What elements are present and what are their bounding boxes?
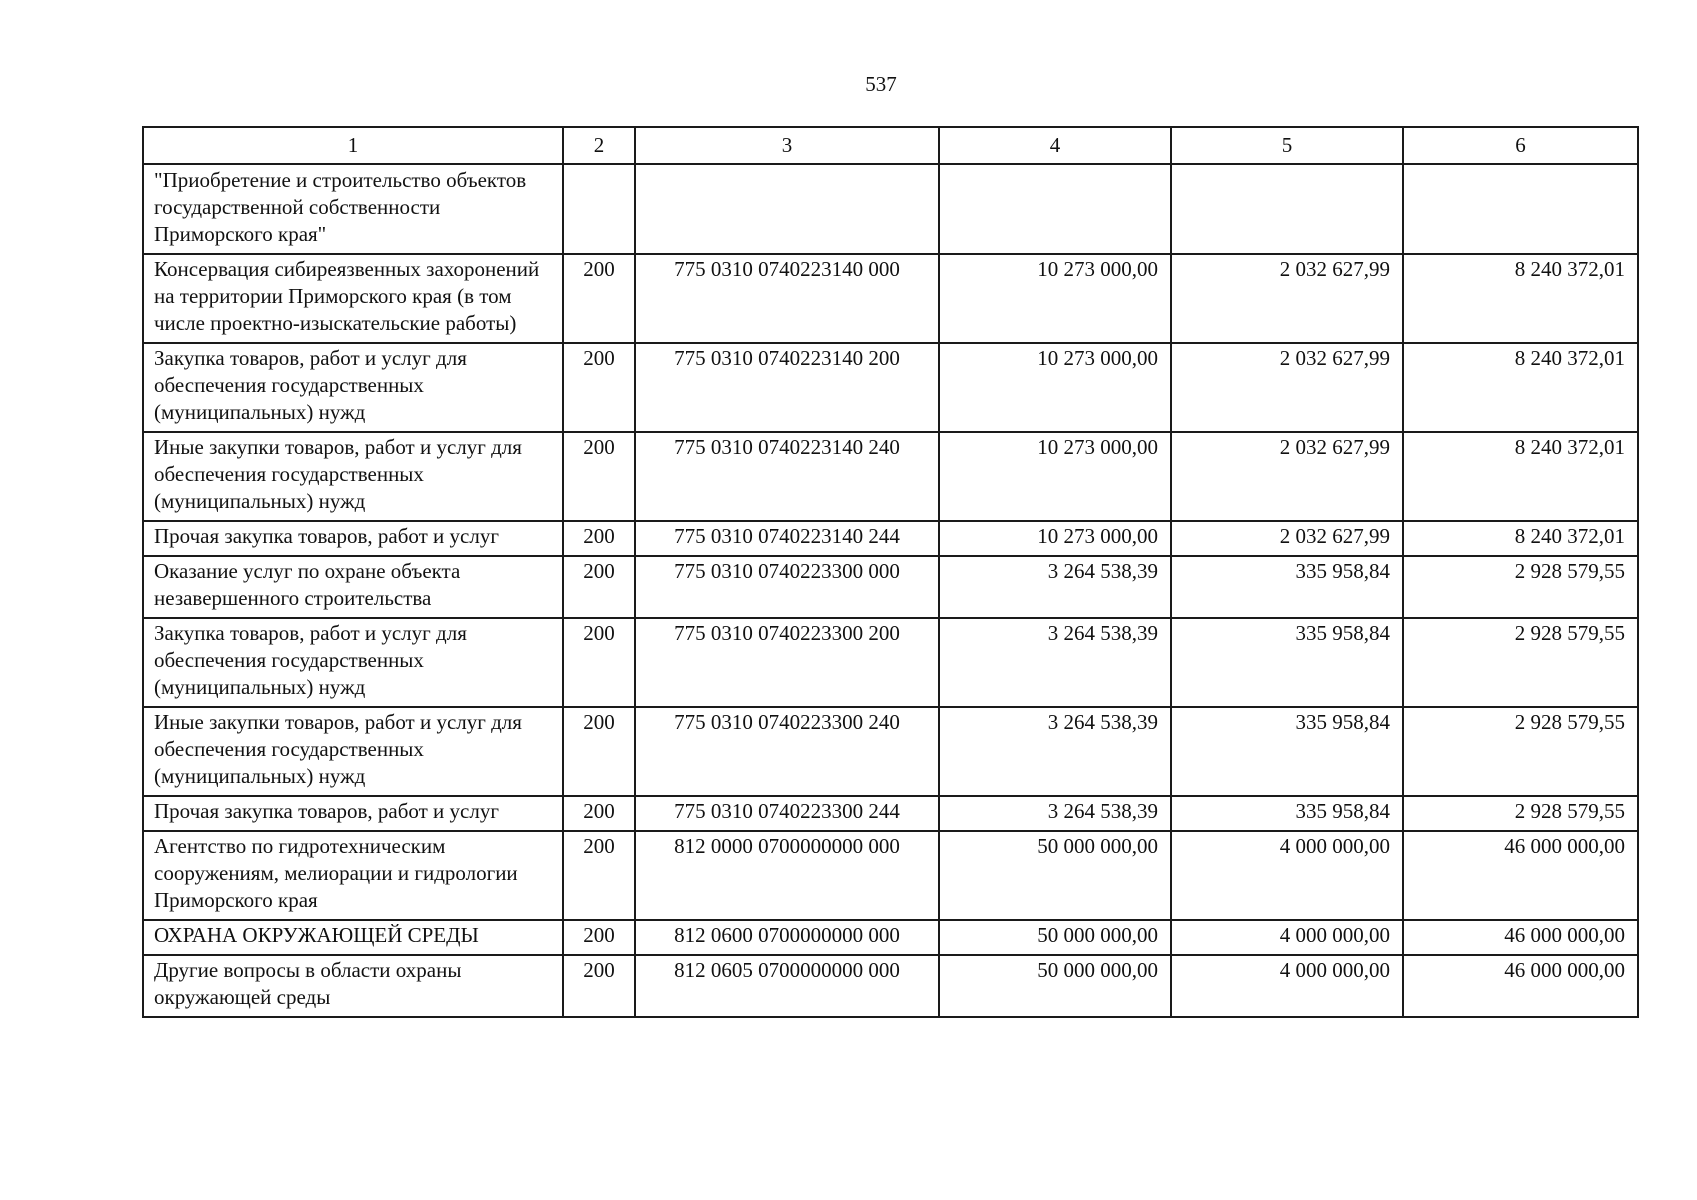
empty-cell <box>1171 164 1403 254</box>
row-remaining-amount: 2 928 579,55 <box>1403 618 1638 707</box>
row-approved-amount: 50 000 000,00 <box>939 831 1171 920</box>
header-col-3: 3 <box>635 127 939 164</box>
header-row <box>143 127 1638 164</box>
row-budget-code: 775 0310 0740223300 200 <box>635 618 939 707</box>
table-row <box>143 343 1638 432</box>
row-admin-code: 200 <box>563 556 635 618</box>
table-row <box>143 618 1638 707</box>
row-remaining-amount: 2 928 579,55 <box>1403 796 1638 831</box>
row-name: Иные закупки товаров, работ и услуг для обеспечения государственных (муниципальных) нужд <box>143 707 563 796</box>
table-row <box>143 955 1638 1017</box>
row-remaining-amount: 8 240 372,01 <box>1403 432 1638 521</box>
header-col-2: 2 <box>563 127 635 164</box>
row-executed-amount: 2 032 627,99 <box>1171 432 1403 521</box>
table-row <box>143 432 1638 521</box>
row-name: Закупка товаров, работ и услуг для обеспечения государственных (муниципальных) нужд <box>143 618 563 707</box>
row-budget-code: 775 0310 0740223140 000 <box>635 254 939 343</box>
header-col-6: 6 <box>1403 127 1638 164</box>
row-budget-code: 775 0310 0740223140 200 <box>635 343 939 432</box>
budget-table <box>142 126 1639 1018</box>
row-name: Агентство по гидротехническим сооружениям, мелиорации и гидрологии Приморского края <box>143 831 563 920</box>
table-row <box>143 556 1638 618</box>
row-budget-code: 775 0310 0740223140 244 <box>635 521 939 556</box>
row-admin-code: 200 <box>563 343 635 432</box>
row-remaining-amount: 2 928 579,55 <box>1403 556 1638 618</box>
row-remaining-amount: 8 240 372,01 <box>1403 254 1638 343</box>
row-executed-amount: 4 000 000,00 <box>1171 955 1403 1017</box>
row-approved-amount: 50 000 000,00 <box>939 920 1171 955</box>
row-executed-amount: 4 000 000,00 <box>1171 920 1403 955</box>
row-approved-amount: 10 273 000,00 <box>939 432 1171 521</box>
row-approved-amount: 10 273 000,00 <box>939 254 1171 343</box>
page-number: 537 <box>865 72 897 96</box>
row-budget-code: 775 0310 0740223140 240 <box>635 432 939 521</box>
row-admin-code: 200 <box>563 707 635 796</box>
row-approved-amount: 3 264 538,39 <box>939 556 1171 618</box>
continuation-row <box>143 164 1638 254</box>
row-remaining-amount: 2 928 579,55 <box>1403 707 1638 796</box>
header-col-4: 4 <box>939 127 1171 164</box>
row-remaining-amount: 8 240 372,01 <box>1403 343 1638 432</box>
row-name: Оказание услуг по охране объекта незавершенного строительства <box>143 556 563 618</box>
row-budget-code: 812 0605 0700000000 000 <box>635 955 939 1017</box>
row-budget-code: 775 0310 0740223300 000 <box>635 556 939 618</box>
row-approved-amount: 50 000 000,00 <box>939 955 1171 1017</box>
row-executed-amount: 335 958,84 <box>1171 556 1403 618</box>
empty-cell <box>939 164 1171 254</box>
row-approved-amount: 10 273 000,00 <box>939 521 1171 556</box>
row-admin-code: 200 <box>563 920 635 955</box>
row-budget-code: 812 0000 0700000000 000 <box>635 831 939 920</box>
row-name: Иные закупки товаров, работ и услуг для обеспечения государственных (муниципальных) нужд <box>143 432 563 521</box>
row-admin-code: 200 <box>563 432 635 521</box>
row-executed-amount: 4 000 000,00 <box>1171 831 1403 920</box>
row-executed-amount: 335 958,84 <box>1171 618 1403 707</box>
empty-cell <box>1403 164 1638 254</box>
row-executed-amount: 335 958,84 <box>1171 707 1403 796</box>
row-remaining-amount: 46 000 000,00 <box>1403 831 1638 920</box>
row-name: Другие вопросы в области охраны окружающей среды <box>143 955 563 1017</box>
table-row <box>143 707 1638 796</box>
continuation-text: "Приобретение и строительство объектов государственной собственности Приморского края" <box>143 164 563 254</box>
row-name: Прочая закупка товаров, работ и услуг <box>143 521 563 556</box>
header-col-1: 1 <box>143 127 563 164</box>
table-row <box>143 796 1638 831</box>
row-remaining-amount: 8 240 372,01 <box>1403 521 1638 556</box>
row-approved-amount: 3 264 538,39 <box>939 618 1171 707</box>
row-remaining-amount: 46 000 000,00 <box>1403 955 1638 1017</box>
row-name: Закупка товаров, работ и услуг для обеспечения государственных (муниципальных) нужд <box>143 343 563 432</box>
row-budget-code: 775 0310 0740223300 244 <box>635 796 939 831</box>
header-col-5: 5 <box>1171 127 1403 164</box>
row-executed-amount: 2 032 627,99 <box>1171 343 1403 432</box>
table-row <box>143 920 1638 955</box>
row-admin-code: 200 <box>563 955 635 1017</box>
row-executed-amount: 2 032 627,99 <box>1171 521 1403 556</box>
row-admin-code: 200 <box>563 521 635 556</box>
row-name: Прочая закупка товаров, работ и услуг <box>143 796 563 831</box>
row-budget-code: 812 0600 0700000000 000 <box>635 920 939 955</box>
row-name: ОХРАНА ОКРУЖАЮЩЕЙ СРЕДЫ <box>143 920 563 955</box>
row-admin-code: 200 <box>563 618 635 707</box>
table-row <box>143 831 1638 920</box>
table-row <box>143 254 1638 343</box>
row-approved-amount: 3 264 538,39 <box>939 707 1171 796</box>
row-admin-code: 200 <box>563 831 635 920</box>
empty-cell <box>563 164 635 254</box>
table-row <box>143 521 1638 556</box>
empty-cell <box>635 164 939 254</box>
row-executed-amount: 335 958,84 <box>1171 796 1403 831</box>
row-approved-amount: 10 273 000,00 <box>939 343 1171 432</box>
row-admin-code: 200 <box>563 796 635 831</box>
row-admin-code: 200 <box>563 254 635 343</box>
row-remaining-amount: 46 000 000,00 <box>1403 920 1638 955</box>
row-executed-amount: 2 032 627,99 <box>1171 254 1403 343</box>
row-approved-amount: 3 264 538,39 <box>939 796 1171 831</box>
row-budget-code: 775 0310 0740223300 240 <box>635 707 939 796</box>
row-name: Консервация сибиреязвенных захоронений на территории Приморского края (в том числе проектно-изыскательские работы) <box>143 254 563 343</box>
